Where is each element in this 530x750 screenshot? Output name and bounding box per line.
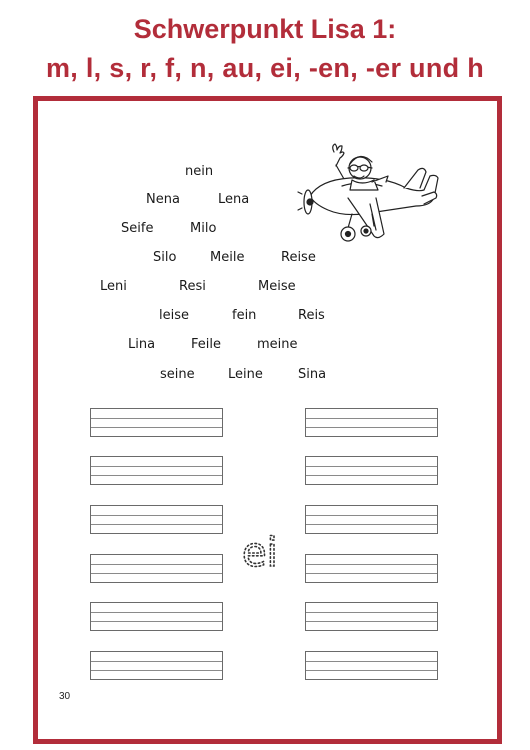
word-item: Leine — [228, 367, 263, 382]
word-item: leise — [159, 308, 189, 323]
word-item: meine — [257, 337, 298, 352]
word-item: Leni — [100, 279, 127, 294]
writing-line-box[interactable] — [90, 602, 223, 631]
word-item: Reis — [298, 308, 325, 323]
writing-line-box[interactable] — [305, 554, 438, 583]
word-item: Lena — [218, 192, 250, 207]
word-item: Lina — [128, 337, 156, 352]
traced-letters-ei — [240, 528, 284, 576]
writing-line-box[interactable] — [90, 505, 223, 534]
word-item: Nena — [146, 192, 180, 207]
word-item: seine — [160, 367, 195, 382]
word-item: Milo — [190, 221, 217, 236]
writing-line-box[interactable] — [305, 651, 438, 680]
writing-line-box[interactable] — [90, 456, 223, 485]
writing-line-box[interactable] — [90, 408, 223, 437]
word-item: Reise — [281, 250, 316, 265]
writing-line-box[interactable] — [305, 602, 438, 631]
svg-text:ei: ei — [242, 530, 278, 576]
writing-line-box[interactable] — [305, 456, 438, 485]
page-number: 30 — [59, 691, 71, 702]
word-item: Seife — [121, 221, 154, 236]
word-item: fein — [232, 308, 257, 323]
pilot-in-airplane-icon — [296, 138, 440, 252]
word-item: Meise — [258, 279, 296, 294]
page-title-line-1: Schwerpunkt Lisa 1: — [133, 14, 397, 44]
word-item: Resi — [179, 279, 206, 294]
writing-line-box[interactable] — [90, 651, 223, 680]
writing-line-box[interactable] — [90, 554, 223, 583]
word-item: nein — [185, 164, 214, 179]
writing-line-box[interactable] — [305, 505, 438, 534]
word-item: Sina — [298, 367, 327, 382]
word-item: Silo — [153, 250, 177, 265]
page-title-line-2: m, l, s, r, f, n, au, ei, -en, -er und h — [45, 53, 485, 83]
writing-line-box[interactable] — [305, 408, 438, 437]
word-item: Meile — [210, 250, 245, 265]
word-item: Feile — [191, 337, 221, 352]
